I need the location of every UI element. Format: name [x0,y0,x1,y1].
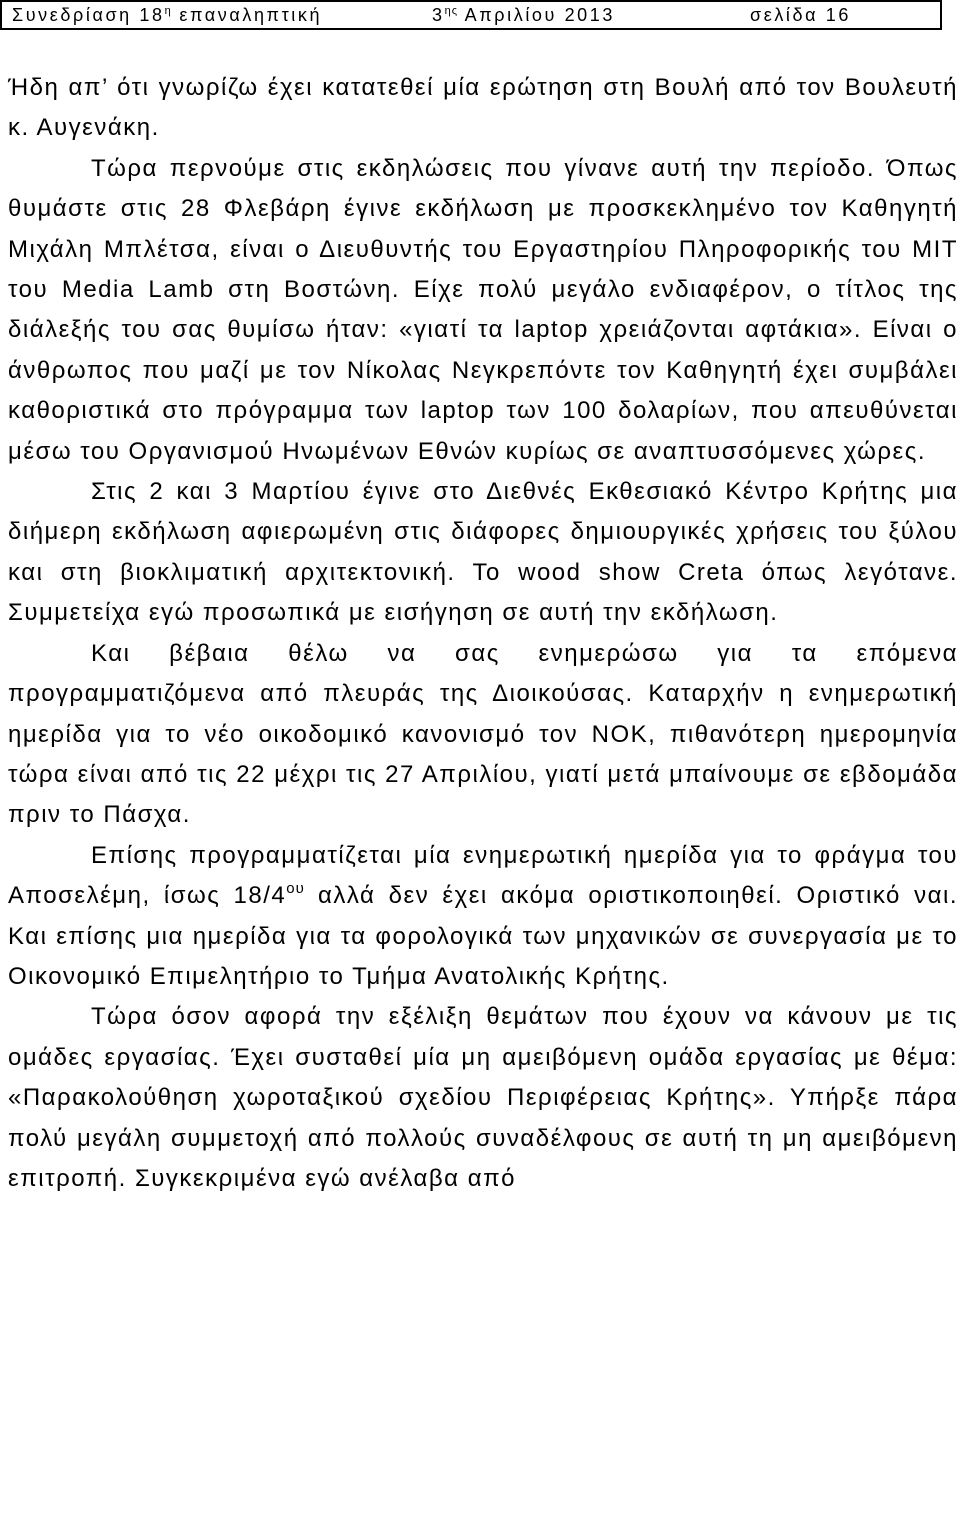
session-type: επαναληπτική [179,4,323,25]
paragraph-6: Τώρα όσον αφορά την εξέλιξη θεμάτων που έχουν να κάνουν με τις ομάδες εργασίας. Έχει συσταθεί μία μη αμειβόμενη ομάδα εργασίας με θέμα: «Παρακολούθηση χωροταξικού σχεδίου Περιφέρειας Κρήτης». Υπήρξε πάρα πολύ μεγάλη συμμετοχή από πολλούς συναδέλφους σε αυτή τη μη αμειβόμενη επιτροπή. Συγκεκριμένα εγώ ανέλαβα από [8,1003,958,1192]
session-date [432,5,615,26]
paragraph-2: Τώρα περνούμε στις εκδηλώσεις που γίνανε αυτή την περίοδο. Όπως θυμάστε στις 28 Φλεβάρη έγινε εκδήλωση με προσκεκλημένο τον Καθηγητή Μιχάλη Μπλέτσα, είναι ο Διευθυντής του Εργαστηρίου Πληροφορικής του MIT του Media Lamb στη Βοστώνη. Είχε πολύ μεγάλο ενδιαφέρον, ο τίτλος της διάλεξής του σας θυμίσω ήταν: «γιατί τα laptop χρειάζονται αφτάκια». Είναι ο άνθρωπος που μαζί με τον Νίκολας Νεγκρεπόντε τον Καθηγητή έχει συμβάλει καθοριστικά στο πρόγραμμα των laptop των 100 δολαρίων, που απευθύνεται μέσω του Οργανισμού Ηνωμένων Εθνών κυρίως σε αναπτυσσόμενες χώρες. [8,154,958,465]
date-ordinal-suffix: ης [444,4,459,17]
paragraph-5-part-1: Επίσης προγραμματίζεται μία ενημερωτική ημερίδα για το φράγμα του Αποσελέμη, ίσως 18/4 [8,841,958,910]
paragraph-5 [8,836,958,998]
session-ordinal-suffix: η [164,4,172,17]
minutes-body [8,68,958,1199]
session-label [12,5,322,26]
page-header [0,0,942,30]
date-month-year: Απριλίου 2013 [464,4,616,25]
paragraph-1: Ήδη απ’ ότι γνωρίζω έχει κατατεθεί μία ερώτηση στη Βουλή από τον Βουλευτή κ. Αυγενάκη. [8,74,958,142]
ordinal-suffix: ου [286,880,305,898]
paragraph-4: Και βέβαια θέλω να σας ενημερώσω για τα επόμενα προγραμματιζόμενα από πλευράς της Διοικούσας. Καταρχήν η ενημερωτική ημερίδα για το νέο οικοδομικό κανονισμό τον ΝΟΚ, πιθανότερη ημερομηνία τώρα είναι από τις 22 μέχρι τις 27 Απριλίου, γιατί μετά μπαίνουμε σε εβδομάδα πριν το Πάσχα. [8,639,958,829]
page-number: σελίδα 16 [750,4,851,25]
paragraph-3: Στις 2 και 3 Μαρτίου έγινε στο Διεθνές Εκθεσιακό Κέντρο Κρήτης μια διήμερη εκδήλωση αφιερωμένη στις διάφορες δημιουργικές χρήσεις του ξύλου και στη βιοκλιματική αρχιτεκτονική. Το wood show Creta όπως λεγότανε. Συμμετείχα εγώ προσωπικά με εισήγηση σε αυτή την εκδήλωση. [8,478,958,627]
paragraph-5-part-2: αλλά δεν έχει ακόμα οριστικοποιηθεί. Οριστικό ναι. Και επίσης μια ημερίδα για τα φορολογικά των μηχανικών σε συνεργασία με το Οικονομικό Επιμελητήριο το Τμήμα Ανατολικής Κρήτης. [8,882,958,990]
session-number: Συνεδρίαση 18 [12,4,165,25]
date-day: 3 [432,4,445,25]
